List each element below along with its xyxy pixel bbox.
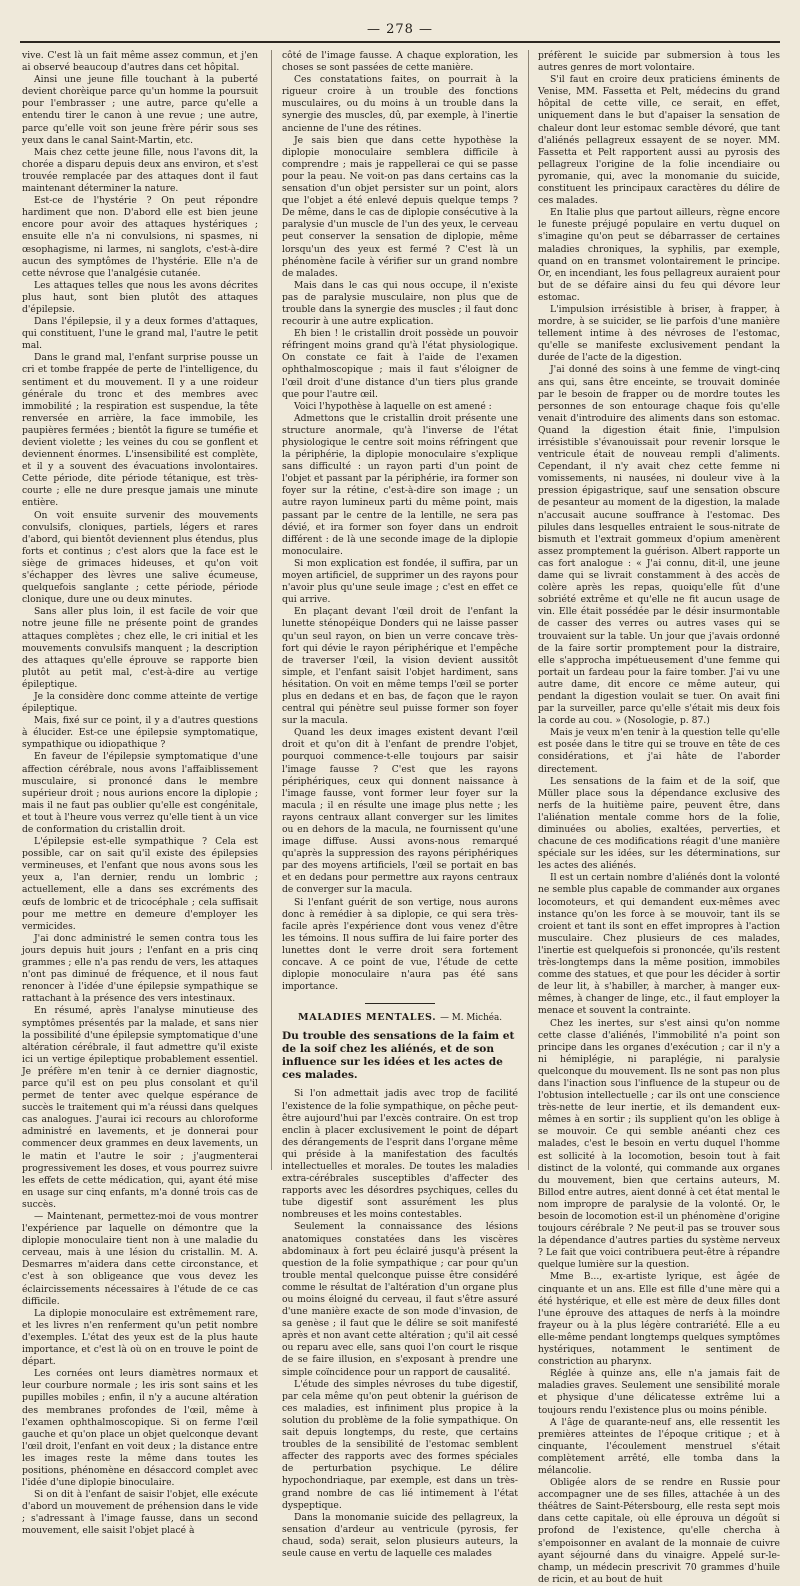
paragraph: Sans aller plus loin, il est facile de voir que notre jeune fille ne présente point de grandes attaques complètes ; chez elle, le cri initial et les mouvements convulsifs manquent ; la description des attaques qu'elle éprouve se rapporte bien plutôt au petit mal, c'est-à-dire au vertige épileptique. bbox=[22, 606, 258, 690]
paragraph: Admettons que le cristallin droit présente une structure anormale, qu'à l'inverse de l'état physiologique le centre soit moins réfringent que la périphérie, la diplopie monoculaire s'explique sans difficulté : un rayon parti d'un point de l'objet et passant par la périphérie, ira former son foyer sur la rétine, c'est-à-dire son image ; un autre rayon lumineux parti du même point, mais passant par le centre de la lentille, ne sera pas dévié, et ira former son foyer dans un endroit différent : de là une seconde image de la diplopie monoculaire. bbox=[282, 412, 518, 557]
paragraph: Mais dans le cas qui nous occupe, il n'existe pas de paralysie musculaire, non plus que de trouble dans la synergie des muscles ; il faut donc recourir à une autre explication. bbox=[282, 279, 518, 328]
paragraph: A l'âge de quarante-neuf ans, elle ressentit les premières atteintes de l'époque critique ; et à cinquante, l'écoulement menstruel s'était complètement arrêté, elle tomba dans la mélancolie. bbox=[538, 1416, 780, 1476]
paragraph: Seulement la connaissance des lésions anatomiques constatées dans les viscères abdominaux à fort peu éclairé jusqu'à présent la question de la folie sympathique ; car pour qu'un trouble mental quelconque puisse être considéré comme le résultat de l'altération d'un organe plus ou moins éloigné du cerveau, il faut s'être assuré d'une manière exacte de son mode d'invasion, de sa genèse ; il faut que le délire se soit manifesté après et non avant cette altération ; qu'il ait cessé ou reparu avec elle, sans quoi l'on court le risque de se faire illusion, en s'exposant à prendre une simple coïncidence pour un rapport de causalité. bbox=[282, 1221, 518, 1378]
paragraph: L'épilepsie est-elle sympathique ? Cela est possible, car on sait qu'il existe des épilepsies vermineuses, et l'enfant que nous avons sous les yeux a, l'an dernier, rendu un lombric ; actuellement, elle a dans ses excréments des œufs de lombric et de tricocéphale ; cela suffisait pour me mettre en demeure d'employer les vermicides. bbox=[22, 836, 258, 932]
paragraph: Dans la monomanie suicide des pellagreux, la sensation d'ardeur au ventricule (pyrosis, fer chaud, soda) serait, selon plusieurs auteurs, la seule cause en vertu de laquelle ces malades bbox=[282, 1511, 518, 1559]
paragraph: Si mon explication est fondée, il suffira, par un moyen artificiel, de supprimer un des rayons pour n'avoir plus qu'une seule image ; c'est en effet ce qui arrive. bbox=[282, 557, 518, 606]
paragraph: Il est un certain nombre d'aliénés dont la volonté ne semble plus capable de commander aux organes locomoteurs, et qui demandent eux-mêmes avec instance qu'on les force à se mouvoir, tant ils se croient et tant ils sont en effet impropres à l'action musculaire. Chez plusieurs de ces malades, l'inertie est quelquefois si prononcée, qu'ils restent très-longtemps dans la même position, immobiles comme des statues, et que pour les décider à sortir de leur lit, à s'habiller, à marcher, à manger eux-mêmes, à changer de linge, etc., il faut employer la menace et souvent la contrainte. bbox=[538, 872, 780, 1017]
column-middle bbox=[282, 50, 518, 1559]
column-left bbox=[22, 50, 258, 1537]
paragraph: Je sais bien que dans cette hypothèse la diplopie monoculaire semblera difficile à comprendre ; mais je rappellerai ce qui se passe pour la peau. Ne voit-on pas dans certains cas la sensation d'un objet persister sur un point, alors que l'objet a été enlevé depuis quelque temps ? De même, dans le cas de diplopie consécutive à la paralysie d'un muscle de l'un des yeux, le cerveau peut conserver la sensation de diplopie, même lorsqu'un des yeux est fermé ? C'est là un phénomène facile à vérifier sur un grand nombre de malades. bbox=[282, 134, 518, 279]
paragraph: L'étude des simples névroses du tube digestif, par cela même qu'on peut obtenir la guérison de ces maladies, est infiniment plus propice à la solution du problème de la folie sympathique. On sait depuis longtemps, du reste, que certains troubles de la sensibilité de l'estomac semblent affecter des rapports avec des formes spéciales de perturbation psychique. Le délire hypochondriaque, par exemple, est dans un très-grand nombre de cas lié intimement à l'état dyspeptique. bbox=[282, 1378, 518, 1511]
paragraph: Ainsi une jeune fille touchant à la puberté devient chorèique parce qu'un homme la poursuit pour l'embrasser ; une autre, parce qu'elle a entendu tirer le canon à une revue ; une autre, parce qu'elle voit son jeune frère périr sous ses yeux dans le canal Saint-Martin, etc. bbox=[22, 74, 258, 146]
article-divider bbox=[365, 1003, 435, 1004]
paragraph: S'il faut en croire deux praticiens éminents de Venise, MM. Fassetta et Pelt, médecins du grand hôpital de cette ville, ce serait, en effet, uniquement dans le but d'apaiser la sensation de chaleur dont leur estomac semble dévoré, que tant d'aliénés pellagreux essayent de se noyer. MM. Fassetta et Pelt rapportent aussi au pyrosis des pellagreux l'origine de la folie incendiaire ou pyromanie, qui, avec la monomanie du suicide, constituent les principaux caractères du délire de ces malades. bbox=[538, 74, 780, 207]
paragraph: La diplopie monoculaire est extrêmement rare, et les livres n'en renferment qu'un petit nombre d'exemples. L'état des yeux est de la plus haute importance, et c'est là où on en trouve le point de départ. bbox=[22, 1307, 258, 1368]
paragraph: En Italie plus que partout ailleurs, règne encore le funeste préjugé populaire en vertu duquel on s'imagine qu'on peut se débarrasser de certaines maladies chroniques, la syphilis, par exemple, quand on en transmet volontairement le principe. Or, en incendiant, les fous pellagreux auraient pour but de se défaire ainsi du feu qui dévore leur estomac. bbox=[538, 207, 780, 303]
paragraph: Si l'enfant guérit de son vertige, nous aurons donc à remédier à sa diplopie, ce qui sera très-facile après l'expérience dont vous venez d'être les témoins. Il nous suffira de lui faire porter des lunettes dont le verre droit sera fortement concave. A ce point de vue, l'étude de cette diplopie monoculaire n'aura pas été sans importance. bbox=[282, 896, 518, 993]
paragraph: L'impulsion irrésistible à briser, à frapper, à mordre, à se suicider, se lie parfois d'une manière tellement intime à des névroses de l'estomac, qu'elle se manifeste exclusivement pendant la durée de l'acte de la digestion. bbox=[538, 303, 780, 364]
paragraph: Si l'on admettait jadis avec trop de facilité l'existence de la folie sympathique, on pêche peut-être aujourd'hui par l'excès contraire. On est trop enclin à placer exclusivement le point de départ des dérangements de l'esprit dans l'organe même qui préside à la manifestation des facultés intellectuelles et morales. De toutes les maladies extra-cérébrales susceptibles d'affecter des rapports avec les désordres psychiques, celles du tube digestif sont assurément les plus nombreuses et les moins contestables. bbox=[282, 1088, 518, 1221]
paragraph: — Maintenant, permettez-moi de vous montrer l'expérience par laquelle on démontre que la diplopie monoculaire tient non à une maladie du cerveau, mais à une lésion du cristallin. M. A. Desmarres m'aidera dans cette circonstance, et c'est à son obligeance que vous devez les éclaircissements nécessaires à l'étude de ce cas difficile. bbox=[22, 1211, 258, 1307]
article-subtitle: Du trouble des sensations de la faim et de la soif chez les aliénés, et de son influence sur les idées et les actes de ces malades. bbox=[282, 1030, 515, 1082]
paragraph: Mme B..., ex-artiste lyrique, est âgée de cinquante et un ans. Elle est fille d'une mère qui a été hystérique, et elle est mère de deux filles dont l'une éprouve des attaques de nerfs à la moindre frayeur ou à la plus légère contrariété. Elle a eu elle-même pendant longtemps quelques symptômes hystériques, notamment le sentiment de constriction au pharynx. bbox=[538, 1271, 780, 1368]
page-number: — 278 — bbox=[366, 22, 434, 37]
paragraph: vive. C'est là un fait même assez commun, et j'en ai observé beaucoup d'autres dans cet hôpital. bbox=[22, 50, 258, 74]
paragraph: Quand les deux images existent devant l'œil droit et qu'on dit à l'enfant de prendre l'objet, pourquoi commence-t-elle toujours par saisir l'image fausse ? C'est que les rayons périphériques, ceux qui donnent naissance à l'image fausse, vont former leur foyer sur la macula ; il en résulte une image plus nette ; les rayons centraux allant converger sur les limites ou en dehors de la macula, ne fournissent qu'une image diffuse. Aussi avons-nous remarqué qu'après la suppression des rayons périphériques par des moyens artificiels, l'œil se portait en bas et en dedans pour permettre aux rayons centraux de converger sur la macula. bbox=[282, 727, 518, 896]
paragraph: En plaçant devant l'œil droit de l'enfant la lunette sténopéique Donders qui ne laisse passer qu'un seul rayon, on bien un verre concave très-fort qui dévie le rayon périphérique et l'empêche de traverser l'œil, la vision devient aussitôt simple, et l'enfant saisit l'objet hardiment, sans hésitation. On voit en même temps l'œil se porter plus en dedans et en bas, de façon que le rayon central qui pénètre seul puisse former son foyer sur la macula. bbox=[282, 606, 518, 727]
paragraph: Les sensations de la faim et de la soif, que Müller place sous la dépendance exclusive des nerfs de la huitième paire, peuvent être, dans l'aliénation mentale comme hors de la folie, diminuées ou abolies, exaltées, perverties, et chacune de ces modifications réagit d'une manière spéciale sur les idées, sur les déterminations, sur les actes des aliénés. bbox=[538, 775, 780, 872]
paragraph: Mais je veux m'en tenir à la question telle qu'elle est posée dans le titre qui se trouve en tête de ces considérations, et j'ai hâte de l'aborder directement. bbox=[538, 727, 780, 775]
paragraph: Dans le grand mal, l'enfant surprise pousse un cri et tombe frappée de perte de l'intelligence, du sentiment et du mouvement. Il y a une roideur générale du tronc et des membres avec immobilité ; la respiration est suspendue, la tête renversée en arrière, la face immobile, les paupières fermées ; bientôt la figure se tuméfie et devient violette ; les veines du cou se gonflent et deviennent énormes. L'insensibilité est complète, et il y a souvent des évacuations involontaires. Cette période, dite période tétanique, est très-courte ; elle ne dure presque jamais une minute entière. bbox=[22, 352, 258, 509]
paragraph: Les cornées ont leurs diamètres normaux et leur courbure normale ; les iris sont sains et les pupilles mobiles ; enfin, il n'y a aucune altération des membranes profondes de l'œil, même à l'examen ophthalmoscopique. Si on ferme l'œil gauche et qu'on place un objet quelconque devant l'œil droit, l'enfant en voit deux ; la distance entre les images reste la même dans toutes les positions, phénomène en désaccord complet avec l'idée d'une diplopie binoculaire. bbox=[22, 1368, 258, 1489]
paragraph: En faveur de l'épilepsie symptomatique d'une affection cérébrale, nous avons l'affaiblissement musculaire, si prononcé dans le membre supérieur droit ; nous aurions encore la diplopie ; mais il ne faut pas oublier qu'elle est congénitale, et tout à l'heure vous verrez qu'elle tient à un vice de conformation du cristallin droit. bbox=[22, 751, 258, 835]
paragraph: Eh bien ! le cristallin droit possède un pouvoir réfringent moins grand qu'à l'état physiologique. On constate ce fait à l'aide de l'examen ophthalmoscopique ; mais il faut s'éloigner de l'œil droit d'une distance d'un tiers plus grande que pour l'autre œil. bbox=[282, 328, 518, 400]
paragraph: Obligée alors de se rendre en Russie pour accompagner une de ses filles, attachée à un des théâtres de Saint-Pétersbourg, elle resta sept mois dans cette capitale, où elle éprouva un dégoût si profond de l'existence, qu'elle chercha à s'empoisonner en avalant de la monnaie de cuivre ayant séjourné dans du vinaigre. Appelé sur-le-champ, un médecin prescrivit 70 grammes d'huile de ricin, et au bout de huit bbox=[538, 1477, 780, 1585]
section-heading bbox=[282, 1012, 518, 1024]
paragraph: Mais chez cette jeune fille, nous l'avons dit, la chorée a disparu depuis deux ans environ, et s'est trouvée remplacée par des attaques dont il faut maintenant déterminer la nature. bbox=[22, 146, 258, 195]
paragraph: J'ai donné des soins à une femme de vingt-cinq ans qui, sans être enceinte, se trouvait dominée par le besoin de frapper ou de mordre toutes les personnes de son entourage chaque fois qu'elle venait d'introduire des aliments dans son estomac. Quand la digestion était finie, l'impulsion irrésistible s'évanouissait pour revenir lorsque le ventricule était de nouveau rempli d'aliments. Cependant, il n'y avait chez cette femme ni vomissements, ni nausées, ni douleur vive à la pression épigastrique, sauf une sensation obscure de pesanteur au moment de la digestion, la malade n'accusait aucune souffrance à l'estomac. Des pilules dans lesquelles entraient le sous-nitrate de bismuth et l'extrait gommeux d'opium amenèrent assez promptement la guérison. Albert rapporte un cas fort analogue : « J'ai connu, dit-il, une jeune dame qui se livrait constamment à des accès de colère après les repas, quoiqu'elle fût d'une sobriété extrême et qu'elle ne fit aucun usage de vin. Elle était possédée par le désir insurmontable de casser des verres ou autres vases qui se trouvaient sur la table. Un jour que j'avais ordonné de la faire sortir promptement pour la distraire, elle s'approcha impétueusement d'une femme qui portait un fardeau pour la faire tomber. J'ai vu une autre dame, dit encore ce même auteur, qui pendant la digestion voulait se tuer. On avait fini par la surveiller, parce qu'elle s'était mis deux fois la corde au cou. » (Nosologie, p. 87.) bbox=[538, 364, 780, 727]
paragraph: Chez les inertes, sur s'est ainsi qu'on nomme cette classe d'aliénés, l'immobilité n'a point son principe dans les organes d'exécution ; car il n'y a ni hémiplégie, ni paraplégie, ni paralysie quelconque du mouvement. Ils ne sont pas non plus dans l'inaction sous l'influence de la stupeur ou de l'obtusion intellectuelle ; car ils ont une conscience très-nette de leur inertie, et ils demandent eux-mêmes à en sortir ; ils supplient qu'on les oblige à se mouvoir. Ce qui semble anéanti chez ces malades, c'est le besoin en vertu duquel l'homme est sollicité à la locomotion, besoin tout à fait distinct de la volonté, qui commande aux organes du mouvement, bien que certains auteurs, M. Billod entre autres, aient donné à cet état mental le nom impropre de paralysie de la volonté. Or, le besoin de locomotion est-il un phénomène d'origine toujours cérébrale ? Ne peut-il pas se trouver sous la dépendance d'autres parties du système nerveux ? Le fait que voici contribuera peut-être à répandre quelque lumière sur la question. bbox=[538, 1017, 781, 1271]
paragraph: On voit ensuite survenir des mouvements convulsifs, cloniques, partiels, légers et rares d'abord, qui bientôt deviennent plus étendus, plus forts et continus ; c'est alors que la face est le siège de grimaces hideuses, et qu'on voit s'échapper des lèvres une salive écumeuse, quelquefois sanglante ; cette période, période clonique, dure une ou deux minutes. bbox=[22, 509, 258, 606]
paragraph: Est-ce de l'hystérie ? On peut répondre hardiment que non. D'abord elle est bien jeune encore pour avoir des attaques hystériques ; ensuite elle n'a ni convulsions, ni spasmes, ni œsophagisme, ni larmes, ni sanglots, c'est-à-dire aucun des symptômes de l'hystérie. Elle n'a de cette névrose que l'analgésie cutanée. bbox=[22, 195, 258, 279]
section-title: MALADIES MENTALES. bbox=[298, 1012, 437, 1024]
page-header bbox=[20, 22, 780, 42]
article-faim-soif-intro bbox=[282, 1088, 518, 1560]
paragraph: Mais, fixé sur ce point, il y a d'autres questions à élucider. Est-ce une épilepsie symptomatique, sympathique ou idiopathique ? bbox=[22, 715, 258, 751]
paragraph: préfèrent le suicide par submersion à tous les autres genres de mort volontaire. bbox=[538, 50, 780, 74]
article-diplopia-conclusion bbox=[282, 50, 518, 993]
paragraph: côté de l'image fausse. A chaque exploration, les choses se sont passées de cette manière. bbox=[282, 50, 518, 74]
paragraph: Voici l'hypothèse à laquelle on est amené : bbox=[294, 400, 492, 412]
column-right bbox=[538, 50, 781, 1585]
paragraph: Dans l'épilepsie, il y a deux formes d'attaques, qui constituent, l'une le grand mal, l'autre le petit mal. bbox=[22, 316, 258, 352]
column-separator bbox=[528, 50, 529, 1170]
header-rule bbox=[20, 41, 780, 43]
paragraph: En résumé, après l'analyse minutieuse des symptômes présentés par la malade, et sans nier la possibilité d'une épilepsie symptomatique d'une altération cérébrale, il faut admettre qu'il existe ici un vertige épileptique probablement essentiel. Je préfère m'en tenir à ce dernier diagnostic, parce qu'il est on peu plus consolant et qu'il permet de tenter avec quelque espérance de succès le traitement qui m'a réussi dans quelques cas analogues. J'aurai ici recours au chloroforme administré en lavements, et je donnerai pour commencer deux grammes en deux lavements, un le matin et l'autre le soir ; j'augmenterai progressivement les doses, et vous pourrez suivre les effets de cette médication, qui, ayant été mise en usage sur cinq enfants, m'a donné trois cas de succès. bbox=[22, 1005, 258, 1210]
paragraph: Si on dit à l'enfant de saisir l'objet, elle exécute d'abord un mouvement de préhension dans le vide ; s'adressant à l'image fausse, dans un second mouvement, elle saisit l'objet placé à bbox=[22, 1489, 258, 1537]
paragraph: J'ai donc administré le semen contra tous les jours depuis huit jours ; l'enfant en a pris cinq grammes ; elle n'a pas rendu de vers, les attaques n'ont pas diminué de fréquence, et il nous faut renoncer à l'idée d'une épilepsie sympathique se rattachant à la présence des vers intestinaux. bbox=[22, 932, 258, 1005]
paragraph: Les attaques telles que nous les avons décrites plus haut, sont bien plutôt des attaques d'épilepsie. bbox=[22, 279, 258, 315]
paragraph: Je la considère donc comme atteinte de vertige épileptique. bbox=[22, 690, 258, 715]
column-separator bbox=[271, 50, 272, 1170]
paragraph: Réglée à quinze ans, elle n'a jamais fait de maladies graves. Seulement une sensibilité morale et physique d'une délicatesse extrême lui a toujours rendu l'existence plus ou moins pénible. bbox=[538, 1368, 780, 1416]
section-author: — M. Michéa. bbox=[440, 1013, 502, 1024]
paragraph: Ces constatations faites, on pourrait à la rigueur croire à un trouble des fonctions musculaires, ou du moins à un trouble dans la synergie des muscles, dû, par exemple, à l'inertie ancienne de l'une des rétines. bbox=[282, 74, 518, 134]
